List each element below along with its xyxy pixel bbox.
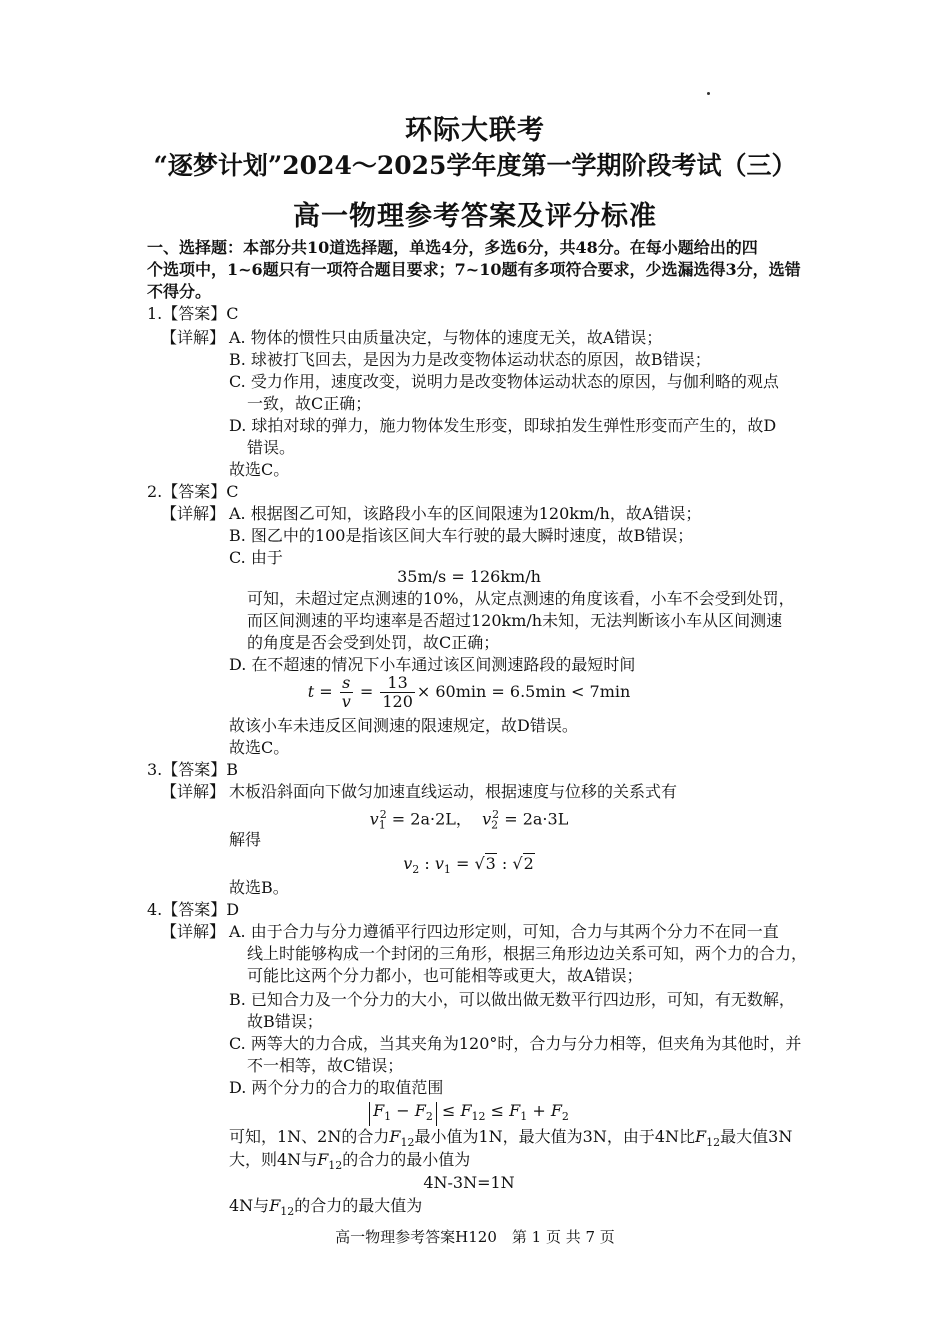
q2-answer-line	[147, 481, 239, 503]
text-part: 大，则4N与	[229, 1150, 318, 1169]
q3-detail-line: 木板沿斜面向下做匀加速直线运动，根据速度与位移的关系式有	[229, 782, 678, 801]
section-intro-line-3: 不得分。	[147, 282, 212, 301]
q4-detail-line: 可能比这两个分力都小，也可能相等或更大，故A错误；	[247, 966, 643, 985]
eq-var-t: t	[307, 682, 315, 701]
q2-equation-time: t = $\frac{s}{v}$ = $\frac{13}{120}$ × 60min = 6.5min < 7min	[307, 673, 631, 711]
page-footer: 高一物理参考答案H120 第 1 页 共 7 页	[335, 1228, 615, 1246]
eq-part: = 2a·3L	[504, 809, 569, 829]
q1-detail-line: D. 球拍对球的弹力，施力物体发生形变，即球拍发生弹性形变而产生的，故D	[229, 416, 777, 435]
q1-answer: C	[226, 304, 239, 323]
radicand: 3	[485, 854, 496, 873]
q4-detail-line: A. 由于合力与分力遵循平行四边形定则，可知，合力与其两个分力不在同一直	[229, 922, 779, 941]
q2-detail-line: B. 图乙中的100是指该区间大车行驶的最大瞬时速度，故B错误；	[229, 526, 694, 545]
q2-detail-line: D. 在不超速的情况下小车通过该区间测速路段的最短时间	[229, 655, 636, 674]
q3-solve-label: 解得	[229, 830, 262, 849]
text-part: 最小值为1N，最大值为3N，由于4N比	[414, 1127, 696, 1146]
q1-detail-line: C. 受力作用，速度改变，说明力是改变物体运动状态的原因，与伽利略的观点	[229, 372, 779, 391]
fraction-13-over-120	[380, 674, 415, 711]
q3-equation-velocity: $v_1^2 = 2a\cdot 2L$， $v_2^2 = 2a\cdot 3L$	[369, 808, 569, 832]
q2-answer-label: 【答案】	[162, 482, 227, 501]
q3-conclusion: 故选B。	[229, 878, 289, 897]
scan-speck	[707, 92, 710, 95]
q4-answer: D	[226, 900, 240, 919]
frac-numerator: 13	[380, 674, 415, 693]
q4-detail-line: D. 两个分力的合力的取值范围	[229, 1078, 444, 1097]
q1-detail-line: B. 球被打飞回去，是因为力是改变物体运动状态的原因，故B错误；	[229, 350, 711, 369]
q4-equation-min: 4N-3N=1N	[423, 1173, 515, 1192]
sqrt-3: √3	[474, 854, 496, 873]
q1-answer-label: 【答案】	[162, 304, 227, 323]
document-title: 高一物理参考答案及评分标准	[293, 201, 657, 232]
q3-answer-line	[147, 759, 238, 781]
q1-number: 1.	[147, 304, 163, 323]
q4-detail-line: 可知，1N、2N的合力$F_{12}$最小值为1N，最大值为3N，由于4N比$F_{12}$最大值3N	[229, 1127, 793, 1150]
q2-detail-line: A. 根据图乙可知，该路段小车的区间限速为120km/h，故A错误；	[229, 504, 702, 523]
text-part: 的合力的最小值为	[342, 1150, 471, 1169]
exam-name-title: “逐梦计划”2024～2025学年度第一学期阶段考试（三）	[153, 151, 797, 180]
q4-detail-line: 4N与$F_{12}$的合力的最大值为	[229, 1196, 423, 1219]
exam-organizer-title: 环际大联考	[405, 115, 545, 146]
q4-detail-line: 大，则4N与$F_{12}$的合力的最小值为	[229, 1150, 471, 1173]
text-part: 可知，1N、2N的合力	[229, 1127, 390, 1146]
q2-answer: C	[226, 482, 239, 501]
q2-detail-line: 故该小车未违反区间测速的限速规定，故D错误。	[229, 716, 578, 735]
q2-detail-line: 可知，未超过定点测速的10%，从定点测速的角度该看，小车不会受到处罚，	[247, 589, 795, 608]
sqrt-2: √2	[512, 854, 534, 873]
q4-detail-line: 不一相等，故C错误；	[247, 1056, 404, 1075]
q3-number: 3.	[147, 760, 163, 779]
q2-equation-speed: 35m/s = 126km/h	[397, 567, 541, 586]
fraction-s-over-v	[340, 674, 353, 711]
q1-answer-line	[147, 303, 239, 325]
q3-answer: B	[226, 760, 239, 779]
q4-number: 4.	[147, 900, 163, 919]
eq-part: = 2a·2L，	[391, 809, 472, 829]
q2-number: 2.	[147, 482, 163, 501]
section-intro-line-1: 一、选择题：本部分共10道选择题，单选4分，多选6分，共48分。在每小题给出的四	[147, 238, 758, 257]
q4-answer-line	[147, 899, 239, 921]
q1-detail-line: 一致，故C正确；	[247, 394, 372, 413]
q4-equation-range: $F_1 - F_2 \le F_{12} \le F_1 + F_2$	[229, 1100, 709, 1128]
frac-denominator: 120	[382, 692, 413, 711]
q4-detail-line: 故B错误；	[247, 1012, 323, 1031]
text-part: 最大值3N	[720, 1127, 793, 1146]
text-part: 4N与	[229, 1196, 270, 1215]
q3-equation-ratio: $v_2$ : $v_1 = √3$ : √2	[403, 854, 534, 877]
eq-rest: × 60min = 6.5min < 7min	[416, 682, 631, 701]
frac-denominator: v	[341, 692, 351, 711]
q2-detail-line: 的角度是否会受到处罚，故C正确；	[247, 633, 500, 652]
frac-numerator: s	[342, 673, 351, 692]
q4-detail-line: 线上时能够构成一个封闭的三角形，根据三角形边边关系可知，两个力的合力，	[247, 944, 808, 963]
q2-conclusion: 故选C。	[229, 738, 290, 757]
q4-detail-line: C. 两等大的力合成，当其夹角为120°时，合力与分力相等，但夹角为其他时，并	[229, 1034, 802, 1053]
q4-answer-label: 【答案】	[162, 900, 227, 919]
q2-detail-line: C. 由于	[229, 548, 283, 567]
section-intro-line-2: 个选项中，1~6题只有一项符合题目要求；7~10题有多项符合要求，少选漏选得3分，选错	[147, 260, 801, 279]
q2-detail-label: 【详解】	[161, 504, 226, 523]
q2-detail-line: 而区间测速的平均速率是否超过120km/h未知，无法判断该小车从区间测速	[247, 611, 783, 630]
q1-detail-line: 错误。	[247, 438, 296, 457]
text-part: 的合力的最大值为	[294, 1196, 423, 1215]
q3-detail-label: 【详解】	[161, 782, 226, 801]
radicand: 2	[523, 854, 534, 873]
q3-answer-label: 【答案】	[162, 760, 227, 779]
q4-detail-line: B. 已知合力及一个分力的大小，可以做出做无数平行四边形，可知，有无数解，	[229, 990, 795, 1009]
q1-detail-label: 【详解】	[161, 328, 226, 347]
q4-detail-label: 【详解】	[161, 922, 226, 941]
q1-detail-line: A. 物体的惯性只由质量决定，与物体的速度无关，故A错误；	[229, 328, 663, 347]
q1-conclusion: 故选C。	[229, 460, 290, 479]
